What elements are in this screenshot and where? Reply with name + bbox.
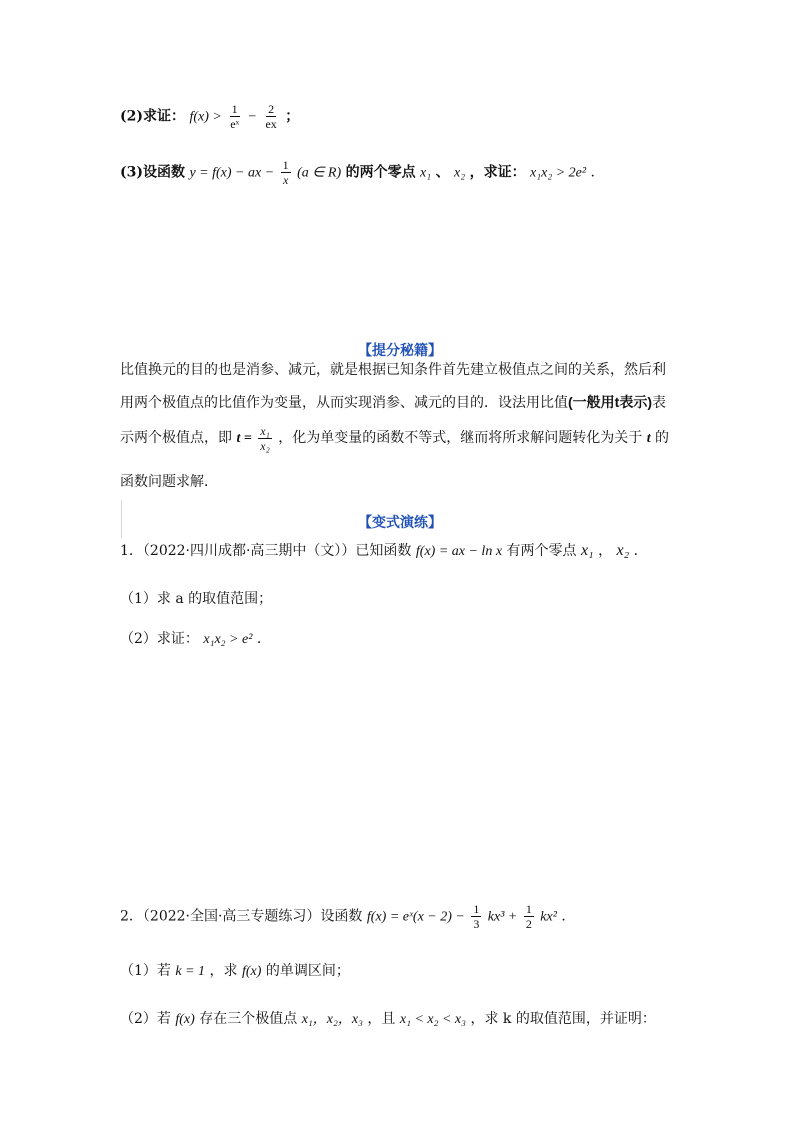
q1-comma: ， (598, 543, 613, 559)
part3-frac (281, 158, 291, 187)
q2-func-a: f(x) = eˣ(x − 2) − (366, 909, 465, 925)
part3-frac-num: 1 (282, 158, 289, 172)
q2-head: 2．（2022·全国·高三专题练习）设函数 (120, 908, 363, 925)
q2-sub2-ineq: x₁ < x₂ < x₃ (399, 1012, 467, 1027)
q2-sub1-c: 的单调区间； (265, 963, 350, 979)
tip-line3-a: 示两个极值点，即 (120, 430, 232, 446)
q2-end: ． (561, 908, 576, 925)
tip-line2-c: 表 (652, 395, 666, 411)
q1-sub2-a: （2）求证： (120, 631, 199, 647)
part2-line (120, 102, 299, 131)
part2-fx: f(x) > (189, 109, 222, 125)
part2-frac1-den: eˣ (230, 117, 240, 131)
tip-line3-b: ，化为单变量的函数不等式，继而将所求解问题转化为关于 (278, 430, 643, 446)
q2-sub2-d: ，求 k 的取值范围，并证明： (470, 1011, 656, 1027)
q2-sub2-pts: x₁，x₂，x₃ (301, 1012, 363, 1027)
tip-line3-c: 的 (655, 430, 670, 446)
q2-sub1 (120, 960, 350, 980)
q1-end: ． (633, 543, 648, 559)
q2-sub2 (120, 1008, 656, 1028)
q2-sub2-b: 存在三个极值点 (199, 1011, 298, 1027)
tip-line3 (120, 422, 669, 455)
part3-end: . (590, 164, 595, 181)
q1-sub2 (120, 628, 271, 648)
part2-frac1-num: 1 (231, 102, 238, 116)
tip-line2-a: 用两个极值点的比值作为变量，从而实现消参、减元的目的．设法用比值 (120, 395, 568, 411)
part2-frac2-den: ex (265, 117, 277, 131)
tip-line2 (120, 386, 666, 419)
q2-frac1-den: 3 (473, 917, 480, 931)
q2-frac1-num: 1 (473, 902, 480, 916)
q2-frac2-num: 1 (525, 902, 532, 916)
part3-frac-den: x (282, 173, 289, 187)
part3-label: (3)设函数 (120, 164, 185, 181)
tip-frac-den: x₂ (260, 438, 270, 453)
practice-heading: 【变式演练】 (358, 515, 442, 531)
q1-func: f(x) = ax − ln x (415, 544, 503, 559)
part2-frac1 (228, 102, 241, 131)
part3-sep: 、 (435, 164, 450, 181)
q2-sub1-k: k = 1 (175, 964, 206, 979)
part2-minus: − (247, 109, 257, 125)
q1-x2: x₂ (616, 542, 630, 559)
q1-line (120, 540, 648, 560)
tip-line4: 函数问题求解． (120, 474, 218, 490)
part2-label: (2)求证： (120, 108, 185, 125)
q1-sub1: （1）求 a 的取值范围； (120, 591, 273, 607)
tip-line1: 比值换元的目的也是消参、减元，就是根据已知条件首先建立极值点之间的关系，然后利 (120, 362, 666, 378)
q2-frac1 (471, 902, 481, 931)
q1-head: 1．（2022·四川成都·高三期中（文））已知函数 (120, 543, 412, 559)
q1-tail: 有两个零点 (506, 543, 577, 559)
tip-frac (258, 424, 272, 453)
tip-line2-b: (一般用t表示) (568, 394, 652, 410)
q1-sub2-end: ． (256, 631, 271, 647)
q2-func-c: kx² (540, 909, 557, 925)
q2-sub1-b: ，求 (209, 963, 238, 979)
q1-sub2-math: x₁x₂ > e² (203, 632, 253, 647)
q2-sub2-a: （2）若 (120, 1011, 171, 1027)
tip-t-var: t (646, 431, 651, 446)
q2-line (120, 902, 575, 931)
part3-text2: ，求证： (469, 164, 526, 181)
q2-sub2-f: f(x) (175, 1012, 195, 1027)
part3-claim: x₁x₂ > 2e² (530, 165, 587, 181)
part3-expr: y = f(x) − ax − (189, 165, 275, 181)
tip-heading: 【提分秘籍】 (358, 343, 442, 359)
q2-func-b: kx³ + (487, 909, 518, 925)
tip-t-eq: t = (236, 431, 252, 446)
q2-sub1-a: （1）若 (120, 963, 171, 979)
part3-x1: x₁ (420, 165, 432, 181)
part3-line (120, 158, 595, 187)
part2-end: ； (285, 108, 300, 125)
tip-frac-num: x₁ (260, 423, 270, 438)
q2-sub2-c: ，且 (367, 1011, 396, 1027)
part3-text1: 的两个零点 (345, 164, 416, 181)
part2-frac2 (263, 102, 278, 131)
part3-x2: x₂ (454, 165, 466, 181)
q2-frac2 (524, 902, 534, 931)
part2-frac2-num: 2 (268, 102, 275, 116)
part3-cond: (a ∈ R) (297, 165, 342, 181)
q2-frac2-den: 2 (525, 917, 532, 931)
q2-sub1-f: f(x) (241, 964, 262, 979)
q1-x1: x₁ (580, 542, 594, 559)
